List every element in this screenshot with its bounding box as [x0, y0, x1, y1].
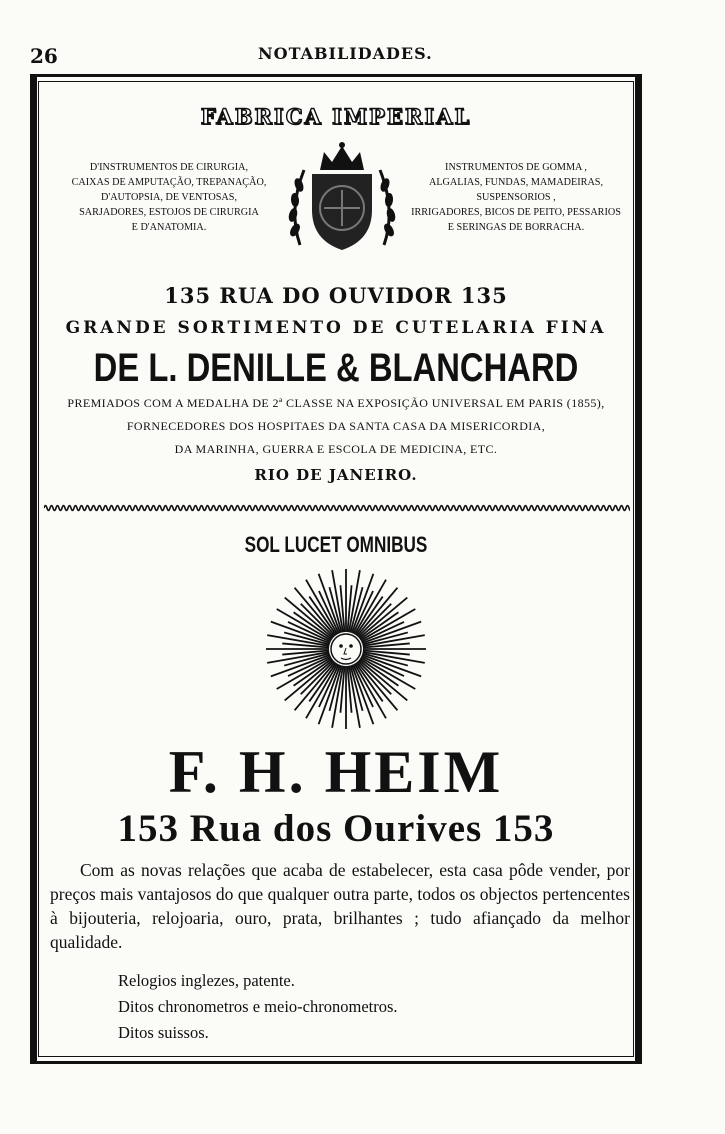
cutlery-assortment: GRANDE SORTIMENTO DE CUTELARIA FINA [65, 318, 607, 338]
ouvidor-address: 135 RUA DO OUVIDOR 135 [164, 283, 508, 308]
right-line: E SERINGAS DE BORRACHA. [447, 222, 585, 233]
left-line: CAIXAS DE AMPUTAÇÃO, TREPANAÇÃO, [71, 177, 267, 188]
fabrica-imperial-title: FABRICA IMPERIAL [200, 104, 472, 129]
right-product-list [396, 160, 636, 235]
left-line: E D'ANATOMIA. [131, 222, 207, 233]
firm-name: F. H. HEIM [168, 739, 504, 805]
motto: SOL LUCET OMNIBUS [244, 532, 428, 557]
maker-name: DE L. DENILLE & BLANCHARD [93, 346, 579, 390]
right-line: ALGALIAS, FUNDAS, MAMADEIRAS, [428, 177, 604, 188]
running-title: NOTABILIDADES. [258, 44, 433, 63]
left-line: SARJADORES, ESTOJOS DE CIRURGIA [79, 207, 259, 218]
ourives-address: 153 Rua dos Ourives 153 [117, 807, 555, 850]
right-line: SUSPENSORIOS , [476, 192, 556, 203]
description-paragraph: Com as novas relações que acaba de estabelecer, esta casa pôde vender, por preços mais vantajosos do que qualquer outra parte, todos os objectos pertencentes à bijouteria, relojoaria, ouro, prata, brilhantes ; tudo afiançado da melhor qualidade. [50, 860, 630, 952]
wavy-divider [44, 502, 630, 514]
left-product-list [40, 160, 298, 235]
page-number: 26 [30, 44, 58, 68]
award-line: PREMIADOS COM A MEDALHA DE 2ª CLASSE NA EXPOSIÇÃO UNIVERSAL EM PARIS (1855), [67, 396, 605, 410]
institutions-line: DA MARINHA, GUERRA E ESCOLA DE MEDICINA, ETC. [174, 442, 498, 456]
list-item: Relogios inglezes, patente. [118, 971, 295, 990]
left-line: D'INSTRUMENTOS DE CIRURGIA, [89, 162, 249, 173]
city-name: RIO DE JANEIRO. [254, 466, 418, 484]
list-item: Ditos suissos. [118, 1023, 209, 1042]
right-line: IRRIGADORES, BICOS DE PEITO, PESSARIOS [411, 207, 621, 218]
list-item: Ditos chronometros e meio-chronometros. [118, 997, 398, 1016]
left-line: D'AUTOPSIA, DE VENTOSAS, [101, 192, 237, 203]
right-line: INSTRUMENTOS DE GOMMA , [445, 162, 587, 173]
product-list [118, 968, 398, 1046]
suppliers-line: FORNECEDORES DOS HOSPITAES DA SANTA CASA DA MISERICORDIA, [126, 419, 546, 433]
imperial-crest-icon [282, 140, 402, 260]
sun-emblem-icon [263, 566, 429, 732]
